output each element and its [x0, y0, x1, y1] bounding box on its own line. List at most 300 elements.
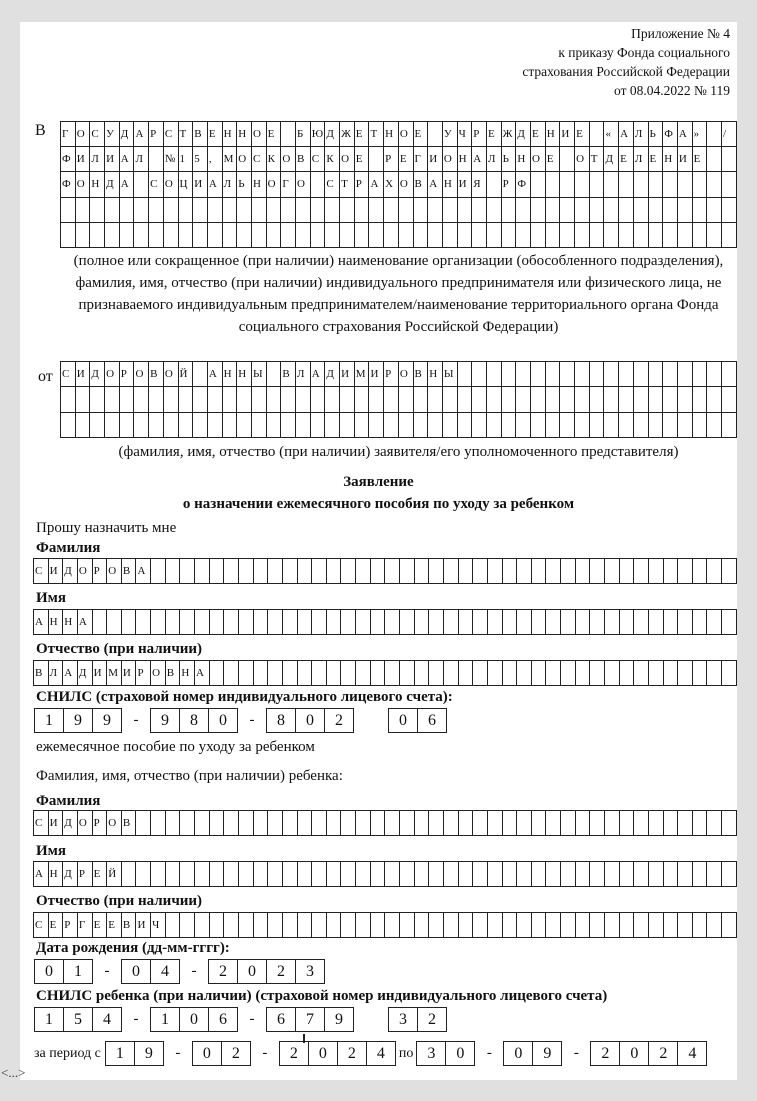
char-cell [105, 198, 120, 223]
char-cell: Е [355, 147, 370, 172]
char-cell: К [325, 147, 340, 172]
digit-box: 2 [267, 960, 296, 984]
char-cell [590, 387, 605, 412]
char-cell: А [136, 559, 151, 584]
child-patronymic-field[interactable] [33, 912, 737, 938]
char-cell [487, 172, 502, 197]
char-cell [252, 198, 267, 223]
char-cell [605, 559, 620, 584]
char-cell [487, 198, 502, 223]
char-cell: О [164, 362, 179, 387]
char-cell [134, 172, 149, 197]
digit-box: 5 [64, 1008, 93, 1032]
digit-box: 9 [533, 1042, 562, 1066]
char-cell [281, 122, 296, 147]
digit-box: 2 [649, 1042, 678, 1066]
char-cell [722, 661, 737, 686]
char-cell: Ц [179, 172, 194, 197]
char-cell [164, 387, 179, 412]
char-cell [136, 862, 151, 887]
char-cell [634, 198, 649, 223]
char-cell: С [90, 122, 105, 147]
char-cell [210, 862, 225, 887]
separator: - [175, 1045, 181, 1061]
char-cell [312, 862, 327, 887]
char-cell [414, 413, 429, 438]
char-cell [590, 610, 605, 635]
char-cell [531, 223, 546, 248]
char-cell [385, 661, 400, 686]
parent-name-field[interactable] [33, 609, 737, 635]
char-cell: Д [63, 811, 78, 836]
digit-box: 8 [267, 709, 296, 733]
char-cell [693, 198, 708, 223]
char-cell: Е [267, 122, 282, 147]
char-cell [355, 413, 370, 438]
char-cell [224, 610, 239, 635]
digit-box: 1 [106, 1042, 135, 1066]
char-cell [634, 913, 649, 938]
char-cell [90, 223, 105, 248]
digit-box: 1 [151, 1008, 180, 1032]
char-cell [575, 362, 590, 387]
char-cell [223, 413, 238, 438]
child-birth-field[interactable] [34, 959, 325, 984]
period-to-field[interactable] [416, 1041, 707, 1066]
digit-box: 3 [417, 1042, 446, 1066]
char-cell [179, 223, 194, 248]
char-cell [224, 913, 239, 938]
digit-box: 0 [209, 709, 238, 733]
child-surname-field[interactable] [33, 810, 737, 836]
char-cell: Е [49, 913, 64, 938]
char-cell [487, 223, 502, 248]
char-cell: А [120, 147, 135, 172]
parent-surname-field[interactable] [33, 558, 737, 584]
period-from-label: за период с [34, 1045, 101, 1061]
navigation-marker[interactable]: <...> [1, 1065, 26, 1080]
char-cell [458, 413, 473, 438]
char-cell: Ф [61, 172, 76, 197]
char-cell [664, 610, 679, 635]
char-cell [283, 610, 298, 635]
char-cell [620, 913, 635, 938]
char-cell [532, 559, 547, 584]
char-cell [399, 413, 414, 438]
char-cell [254, 913, 269, 938]
char-cell: Л [134, 147, 149, 172]
char-cell: Е [107, 913, 122, 938]
char-cell [693, 913, 708, 938]
digit-group [266, 1007, 354, 1032]
digit-box: 6 [267, 1008, 296, 1032]
char-cell [649, 223, 664, 248]
char-cell: О [281, 147, 296, 172]
char-cell: О [78, 811, 93, 836]
char-cell: О [107, 811, 122, 836]
char-cell [369, 198, 384, 223]
char-cell: Н [237, 362, 252, 387]
digit-box: 8 [180, 709, 209, 733]
char-cell: О [107, 559, 122, 584]
digit-box: 4 [678, 1042, 707, 1066]
char-cell [707, 147, 722, 172]
char-cell [502, 198, 517, 223]
char-cell [223, 387, 238, 412]
char-cell [693, 387, 708, 412]
char-cell [663, 413, 678, 438]
char-cell [605, 661, 620, 686]
char-cell [443, 387, 458, 412]
separator: - [191, 963, 197, 979]
char-cell [120, 387, 135, 412]
digit-box: 0 [122, 960, 151, 984]
child-name-field[interactable] [33, 861, 737, 887]
char-cell: О [252, 122, 267, 147]
char-cell [296, 413, 311, 438]
digit-box: 0 [180, 1008, 209, 1032]
char-cell [561, 610, 576, 635]
char-cell [371, 811, 386, 836]
char-cell [722, 172, 737, 197]
char-cell [252, 387, 267, 412]
char-cell [195, 610, 210, 635]
char-cell [459, 811, 474, 836]
char-cell: С [34, 559, 49, 584]
char-cell [678, 223, 693, 248]
char-cell: 1 [179, 147, 194, 172]
char-cell: / [722, 122, 737, 147]
char-cell: В [122, 811, 137, 836]
char-cell [561, 913, 576, 938]
char-cell: С [311, 147, 326, 172]
char-cell [311, 223, 326, 248]
child-snils-label: СНИЛС ребенка (при наличии) (страховой номер индивидуального лицевого счета) [36, 988, 608, 1004]
char-cell [180, 559, 195, 584]
char-cell [166, 559, 181, 584]
char-cell [341, 913, 356, 938]
char-cell [341, 862, 356, 887]
char-cell [707, 811, 722, 836]
child-name-label: Имя [36, 843, 66, 859]
char-cell [151, 811, 166, 836]
char-cell [634, 862, 649, 887]
char-cell [415, 862, 430, 887]
char-cell [707, 122, 722, 147]
char-cell [327, 913, 342, 938]
char-cell [590, 198, 605, 223]
char-cell: Й [107, 862, 122, 887]
char-cell [268, 610, 283, 635]
char-cell [298, 661, 313, 686]
char-cell [356, 661, 371, 686]
digit-box: 0 [35, 960, 64, 984]
char-cell [604, 362, 619, 387]
char-cell [414, 198, 429, 223]
char-cell [590, 362, 605, 387]
char-cell [707, 559, 722, 584]
char-cell [283, 811, 298, 836]
char-cell: Т [340, 172, 355, 197]
char-cell: Е [93, 862, 108, 887]
char-cell [90, 198, 105, 223]
char-cell: Т [179, 122, 194, 147]
char-cell: В [122, 913, 137, 938]
char-cell [149, 223, 164, 248]
char-cell [503, 610, 518, 635]
digit-box: 9 [325, 1008, 354, 1032]
char-cell [707, 172, 722, 197]
child-snils-field[interactable] [34, 1007, 447, 1032]
char-cell [179, 387, 194, 412]
char-cell [458, 362, 473, 387]
char-cell [560, 147, 575, 172]
char-cell [590, 172, 605, 197]
char-cell: Г [61, 122, 76, 147]
char-cell [472, 223, 487, 248]
child-surname-label: Фамилия [36, 793, 101, 809]
char-cell [90, 413, 105, 438]
char-cell [532, 811, 547, 836]
char-cell [400, 559, 415, 584]
char-cell: И [122, 661, 137, 686]
char-cell [356, 559, 371, 584]
char-cell [281, 198, 296, 223]
char-cell [341, 811, 356, 836]
char-cell [385, 862, 400, 887]
char-cell [179, 198, 194, 223]
char-cell: Ь [649, 122, 664, 147]
char-cell [590, 122, 605, 147]
char-cell [341, 559, 356, 584]
digit-box: 3 [296, 960, 325, 984]
char-cell [516, 413, 531, 438]
char-cell: Р [502, 172, 517, 197]
char-cell: Р [472, 122, 487, 147]
recipient-grid[interactable] [60, 121, 737, 248]
char-cell: Д [90, 362, 105, 387]
char-cell [678, 811, 693, 836]
char-cell [488, 862, 503, 887]
char-cell [414, 223, 429, 248]
char-cell [399, 198, 414, 223]
char-cell [678, 413, 693, 438]
char-cell [268, 862, 283, 887]
char-cell [488, 661, 503, 686]
char-cell [649, 913, 664, 938]
char-cell [429, 559, 444, 584]
char-cell [281, 413, 296, 438]
char-cell: Н [546, 122, 561, 147]
digit-box: 6 [418, 709, 447, 733]
char-cell: Л [634, 122, 649, 147]
char-cell [149, 413, 164, 438]
char-cell [355, 223, 370, 248]
parent-patronymic-field[interactable] [33, 660, 737, 686]
char-cell: Л [49, 661, 64, 686]
period-from-field[interactable] [105, 1041, 396, 1066]
digit-box: 2 [591, 1042, 620, 1066]
char-cell [546, 413, 561, 438]
char-cell [76, 387, 91, 412]
char-cell [604, 387, 619, 412]
char-cell [325, 387, 340, 412]
char-cell: В [193, 122, 208, 147]
char-cell [210, 913, 225, 938]
char-cell: О [151, 661, 166, 686]
char-cell: Т [590, 147, 605, 172]
child-heading: Фамилия, имя, отчество (при наличии) ребенка: [36, 768, 343, 784]
char-cell [516, 198, 531, 223]
char-cell: Н [49, 862, 64, 887]
char-cell [444, 661, 459, 686]
char-cell: В [414, 362, 429, 387]
char-cell [134, 223, 149, 248]
char-cell [312, 661, 327, 686]
request-text: Прошу назначить мне [36, 520, 177, 536]
char-cell [502, 413, 517, 438]
char-cell: О [296, 172, 311, 197]
char-cell: Д [516, 122, 531, 147]
char-cell [327, 862, 342, 887]
separator: - [133, 1011, 139, 1027]
char-cell [325, 413, 340, 438]
char-cell [254, 862, 269, 887]
digit-box: 2 [222, 1042, 251, 1066]
char-cell: Й [179, 362, 194, 387]
char-cell [649, 172, 664, 197]
char-cell [371, 913, 386, 938]
char-cell [546, 387, 561, 412]
char-cell: Р [120, 362, 135, 387]
char-cell [164, 223, 179, 248]
char-cell: Н [516, 147, 531, 172]
char-cell [459, 559, 474, 584]
char-cell: Д [63, 559, 78, 584]
char-cell [149, 387, 164, 412]
char-cell [604, 223, 619, 248]
char-cell [385, 913, 400, 938]
char-cell: О [399, 122, 414, 147]
char-cell [517, 610, 532, 635]
char-cell: О [267, 172, 282, 197]
char-cell [105, 223, 120, 248]
char-cell: Н [49, 610, 64, 635]
char-cell [634, 387, 649, 412]
char-cell: Д [604, 147, 619, 172]
char-cell [634, 362, 649, 387]
char-cell [340, 198, 355, 223]
char-cell [122, 862, 137, 887]
char-cell [473, 811, 488, 836]
char-cell: № [164, 147, 179, 172]
digit-box: 0 [504, 1042, 533, 1066]
digit-group [192, 1041, 251, 1066]
char-cell [385, 811, 400, 836]
char-cell: Е [619, 147, 634, 172]
char-cell [664, 913, 679, 938]
char-cell: » [693, 122, 708, 147]
char-cell [532, 610, 547, 635]
digit-group [279, 1041, 396, 1066]
char-cell [428, 387, 443, 412]
applicant-grid[interactable] [60, 361, 737, 438]
digit-box: 0 [238, 960, 267, 984]
char-cell: Ж [340, 122, 355, 147]
char-cell [693, 559, 708, 584]
recipient-prefix: В [35, 122, 46, 139]
char-cell: О [105, 362, 120, 387]
char-cell [312, 913, 327, 938]
char-cell [254, 559, 269, 584]
char-cell [224, 559, 239, 584]
char-cell [590, 559, 605, 584]
document-page [20, 22, 737, 1080]
digit-box: 0 [446, 1042, 475, 1066]
char-cell [546, 913, 561, 938]
char-cell: А [63, 661, 78, 686]
char-cell [239, 610, 254, 635]
char-cell [560, 413, 575, 438]
char-cell [415, 661, 430, 686]
char-cell: А [134, 122, 149, 147]
char-cell: В [122, 559, 137, 584]
char-cell [472, 198, 487, 223]
char-cell [283, 862, 298, 887]
char-cell: О [443, 147, 458, 172]
char-cell [311, 413, 326, 438]
char-cell: Е [414, 122, 429, 147]
char-cell: Р [384, 362, 399, 387]
char-cell: Р [149, 122, 164, 147]
char-cell: Ь [237, 172, 252, 197]
char-cell: О [237, 147, 252, 172]
char-cell [327, 811, 342, 836]
char-cell [546, 811, 561, 836]
char-cell [136, 811, 151, 836]
char-cell: С [34, 811, 49, 836]
char-cell [575, 413, 590, 438]
char-cell [634, 223, 649, 248]
char-cell [531, 387, 546, 412]
parent-snils-field[interactable] [34, 708, 447, 733]
char-cell [90, 387, 105, 412]
char-cell [473, 862, 488, 887]
applicant-caption: (фамилия, имя, отчество (при наличии) заявителя/его уполномоченного представителя) [118, 444, 679, 460]
char-cell [296, 387, 311, 412]
char-cell [371, 862, 386, 887]
char-cell [298, 559, 313, 584]
char-cell [605, 610, 620, 635]
char-cell: А [678, 122, 693, 147]
char-cell [722, 413, 737, 438]
char-cell [707, 413, 722, 438]
char-cell [340, 413, 355, 438]
char-cell: Л [634, 147, 649, 172]
char-cell [472, 362, 487, 387]
parent-surname-label: Фамилия [36, 540, 101, 556]
char-cell [532, 661, 547, 686]
char-cell [472, 413, 487, 438]
char-cell: Г [414, 147, 429, 172]
char-cell: Н [428, 362, 443, 387]
char-cell [399, 223, 414, 248]
char-cell [722, 223, 737, 248]
char-cell [356, 811, 371, 836]
char-cell [604, 198, 619, 223]
char-cell [693, 172, 708, 197]
char-cell [663, 172, 678, 197]
